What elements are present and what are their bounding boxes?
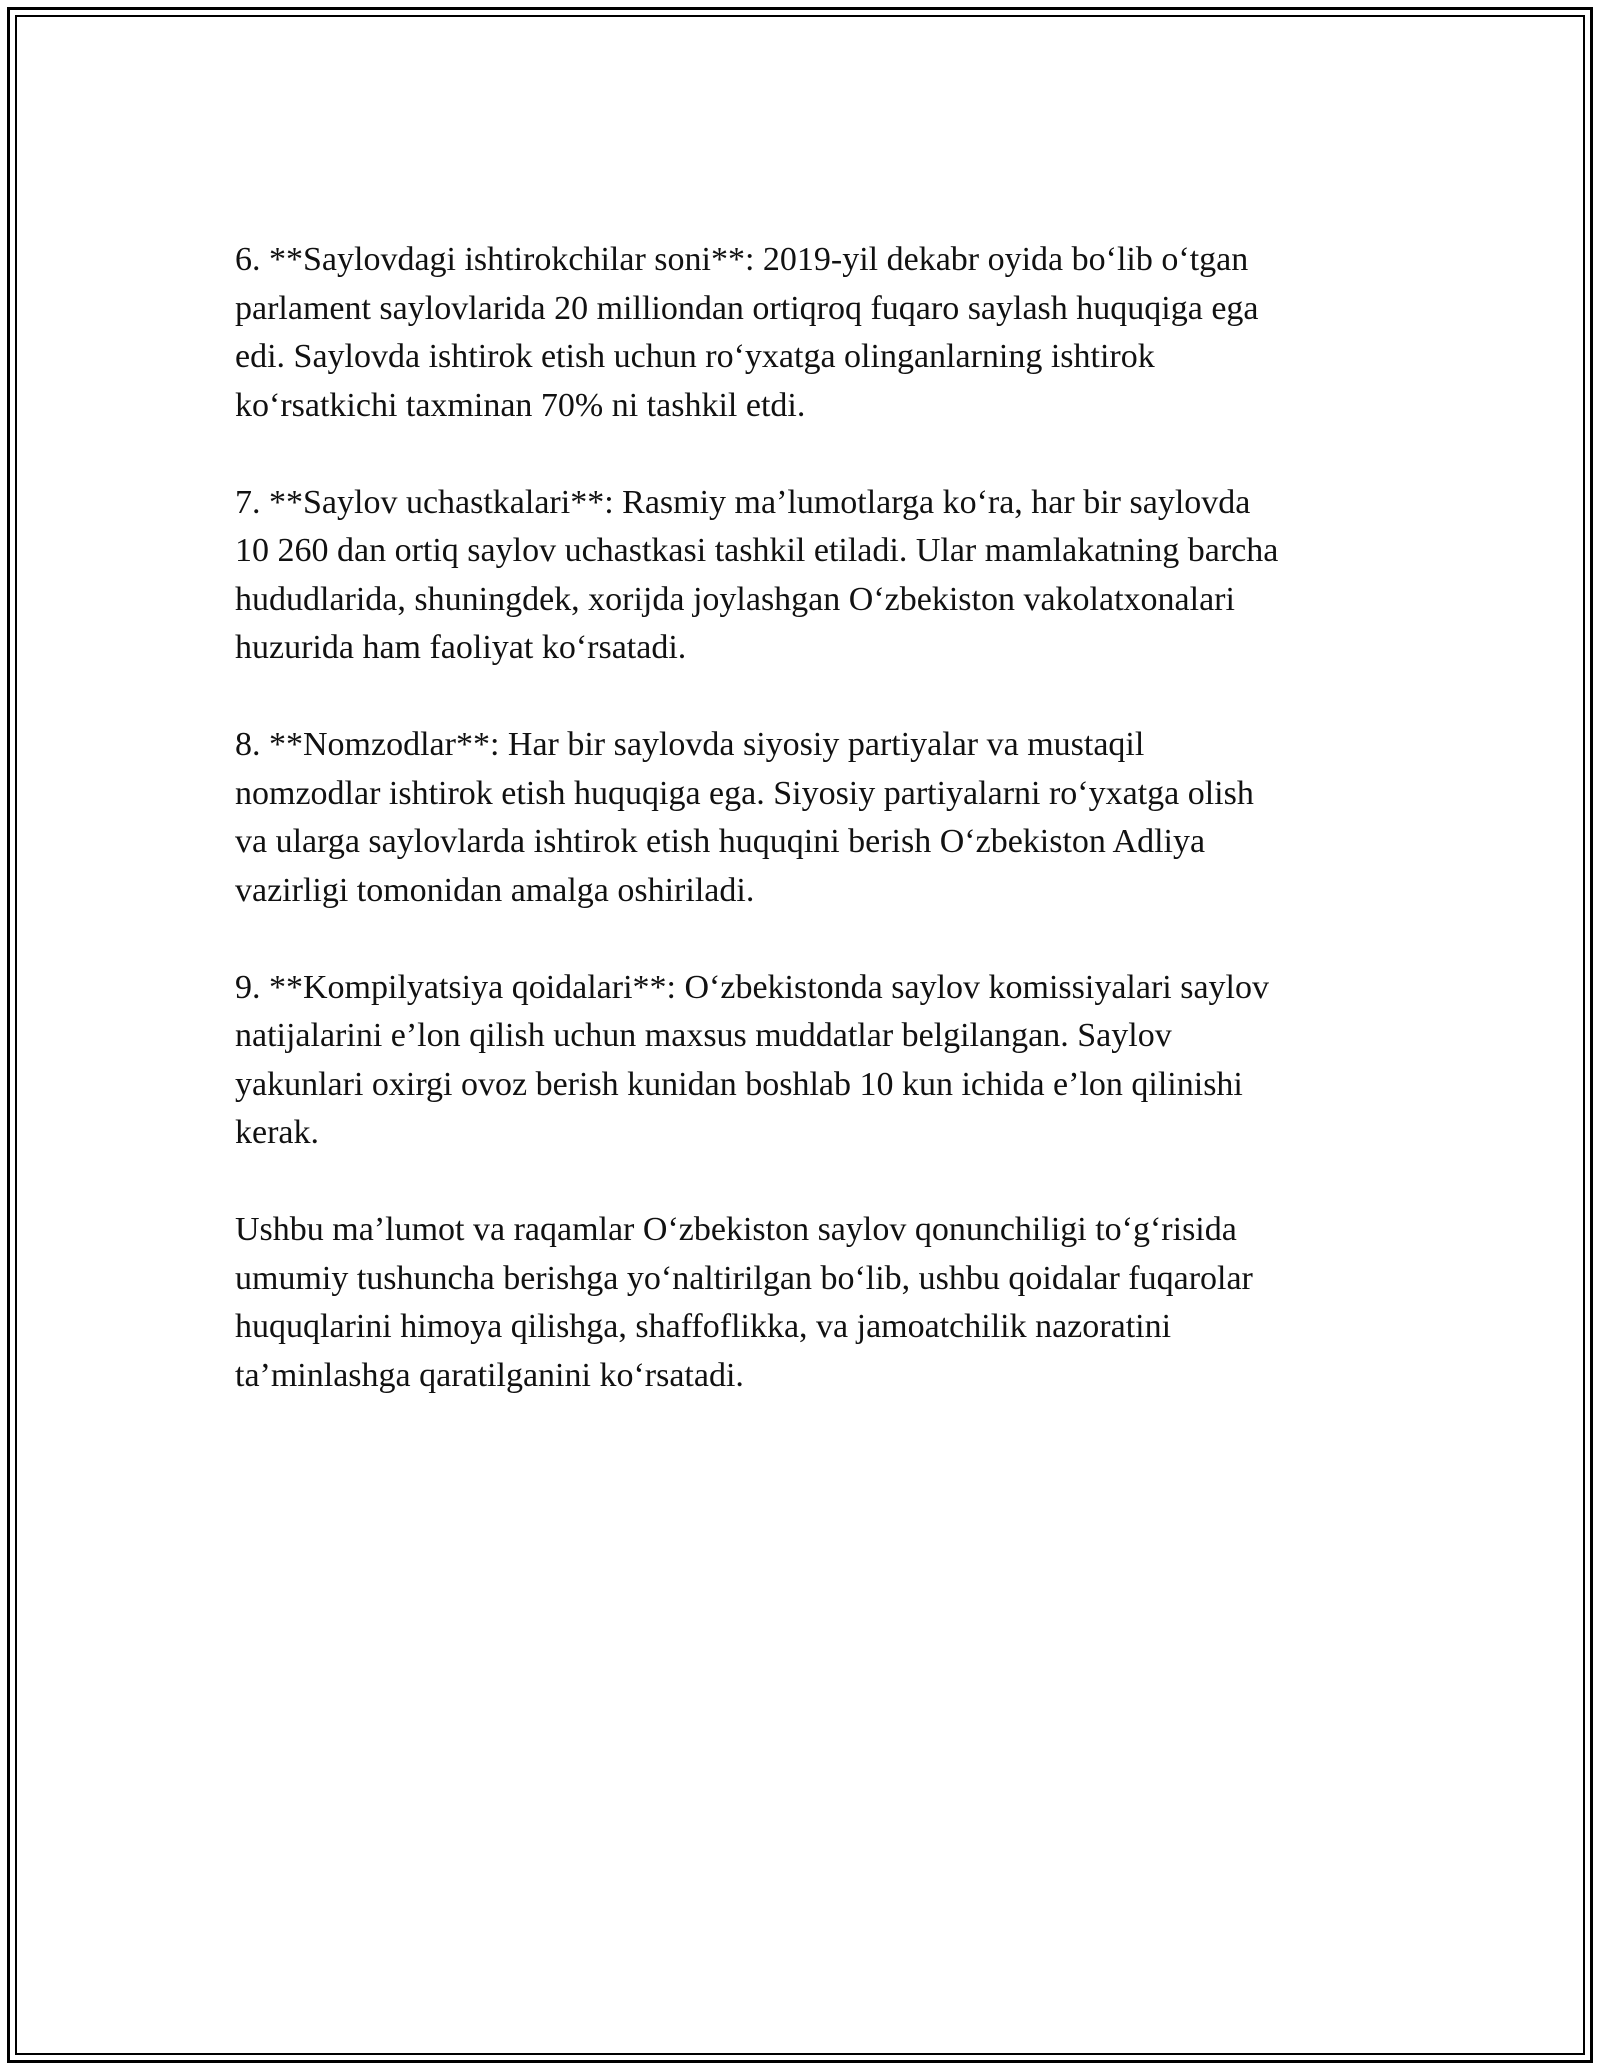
text-line: ko‘rsatkichi taxminan 70% ni tashkil etdi. <box>235 386 806 424</box>
document-body <box>235 236 1415 1449</box>
text-line: umumiy tushuncha berishga yo‘naltirilgan bo‘lib, ushbu qoidalar fuqarolar <box>235 1259 1253 1297</box>
paragraph-item-6 <box>235 236 1415 430</box>
paragraph-item-7 <box>235 479 1415 673</box>
text-line: nomzodlar ishtirok etish huquqiga ega. Siyosiy partiyalarni ro‘yxatga olish <box>235 774 1254 812</box>
text-line: hududlarida, shuningdek, xorijda joylashgan O‘zbekiston vakolatxonalari <box>235 580 1235 618</box>
text-line: vazirligi tomonidan amalga oshiriladi. <box>235 871 755 909</box>
text-line: 6. **Saylovdagi ishtirokchilar soni**: 2019-yil dekabr oyida bo‘lib o‘tgan <box>235 241 1249 278</box>
text-line: huzurida ham faoliyat ko‘rsatadi. <box>235 629 687 666</box>
text-line: huquqlarini himoya qilishga, shaffoflikka, va jamoatchilik nazoratini <box>235 1308 1172 1345</box>
text-line: 10 260 dan ortiq saylov uchastkasi tashkil etiladi. Ular mamlakatning barcha <box>235 532 1279 569</box>
text-line: 9. **Kompilyatsiya qoidalari**: O‘zbekistonda saylov komissiyalari saylov <box>235 968 1269 1006</box>
paragraph-summary <box>235 1206 1415 1400</box>
paragraph-item-8 <box>235 721 1415 915</box>
text-line: edi. Saylovda ishtirok etish uchun ro‘yxatga olinganlarning ishtirok <box>235 338 1155 375</box>
text-line: yakunlari oxirgi ovoz berish kunidan boshlab 10 kun ichida e’lon qilinishi <box>235 1065 1243 1103</box>
text-line: parlament saylovlarida 20 milliondan ortiqroq fuqaro saylash huquqiga ega <box>235 289 1259 327</box>
text-line: ta’minlashga qaratilganini ko‘rsatadi. <box>235 1356 744 1394</box>
text-line: va ularga saylovlarda ishtirok etish huquqini berish O‘zbekiston Adliya <box>235 823 1206 860</box>
text-line: 8. **Nomzodlar**: Har bir saylovda siyosiy partiyalar va mustaqil <box>235 726 1145 763</box>
text-line: 7. **Saylov uchastkalari**: Rasmiy ma’lumotlarga ko‘ra, har bir saylovda <box>235 483 1251 521</box>
text-line: natijalarini e’lon qilish uchun maxsus muddatlar belgilangan. Saylov <box>235 1017 1172 1054</box>
paragraph-item-9 <box>235 964 1415 1158</box>
text-line: Ushbu ma’lumot va raqamlar O‘zbekiston saylov qonunchiligi to‘g‘risida <box>235 1211 1237 1248</box>
text-line: kerak. <box>235 1114 320 1151</box>
